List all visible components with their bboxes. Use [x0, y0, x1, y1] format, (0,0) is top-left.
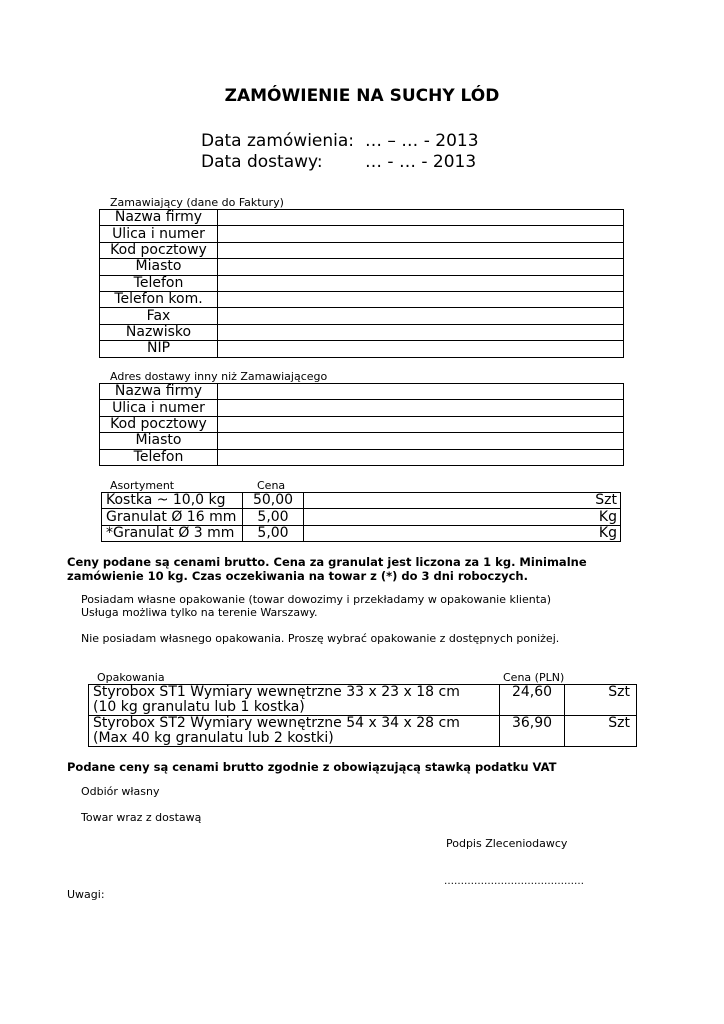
delivery-field-label: Nazwa firmy — [100, 384, 218, 400]
delivery-field-input[interactable] — [218, 449, 624, 465]
table-row — [102, 493, 621, 509]
packaging-item-desc — [89, 716, 500, 747]
table-row — [100, 210, 624, 226]
packaging-item-price: 24,60 — [500, 685, 565, 716]
table-row — [100, 259, 624, 275]
orderer-field-label: Ulica i numer — [100, 226, 218, 242]
signature-line[interactable]: …………………………………… — [444, 876, 584, 887]
orderer-field-label: Nazwa firmy — [100, 210, 218, 226]
assortment-item-qty[interactable] — [304, 493, 621, 509]
orderer-field-label: Fax — [100, 308, 218, 324]
assortment-item-price: 50,00 — [243, 493, 304, 509]
delivery-table — [99, 383, 624, 466]
order-date-label: Data zamówienia: — [201, 131, 355, 151]
packaging-item-line1: Styrobox ST2 Wymiary wewnętrzne 54 x 34 x 28 cm — [93, 715, 460, 731]
vat-note: Podane ceny są cenami brutto zgodnie z obowiązującą stawką podatku VAT — [67, 760, 557, 774]
table-row — [102, 525, 621, 541]
orderer-field-input[interactable] — [218, 324, 624, 340]
delivery-field-label: Miasto — [100, 433, 218, 449]
table-row — [100, 416, 624, 432]
no-packaging-option[interactable]: Nie posiadam własnego opakowania. Proszę wybrać opakowanie z dostępnych poniżej. — [81, 632, 560, 645]
assortment-item-name: Kostka ~ 10,0 kg — [102, 493, 243, 509]
table-row — [102, 509, 621, 525]
table-row — [100, 226, 624, 242]
packaging-header-name: Opakowania — [97, 671, 165, 684]
packaging-table — [88, 684, 637, 747]
orderer-field-input[interactable] — [218, 291, 624, 307]
table-row — [100, 308, 624, 324]
assortment-item-price: 5,00 — [243, 509, 304, 525]
table-row — [100, 433, 624, 449]
packaging-item-unit: Szt — [608, 684, 630, 700]
assortment-item-name: *Granulat Ø 3 mm — [102, 525, 243, 541]
assortment-item-unit: Kg — [598, 508, 617, 525]
table-row — [100, 384, 624, 400]
table-row — [89, 685, 637, 716]
delivery-field-label: Ulica i numer — [100, 400, 218, 416]
delivery-field-label: Telefon — [100, 449, 218, 465]
packaging-header-price: Cena (PLN) — [503, 671, 565, 684]
assortment-item-qty[interactable] — [304, 525, 621, 541]
assortment-item-name: Granulat Ø 16 mm — [102, 509, 243, 525]
pickup-option[interactable]: Odbiór własny — [81, 785, 160, 798]
assortment-item-unit: Kg — [598, 524, 617, 541]
table-row — [100, 449, 624, 465]
orderer-table — [99, 209, 624, 358]
remarks-label: Uwagi: — [67, 888, 105, 901]
orderer-field-label: Telefon — [100, 275, 218, 291]
orderer-field-input[interactable] — [218, 210, 624, 226]
delivery-field-input[interactable] — [218, 433, 624, 449]
orderer-caption: Zamawiający (dane do Faktury) — [110, 196, 284, 209]
orderer-field-label: Nazwisko — [100, 324, 218, 340]
table-row — [89, 716, 637, 747]
assortment-item-qty[interactable] — [304, 509, 621, 525]
orderer-field-label: Telefon kom. — [100, 291, 218, 307]
price-note: Ceny podane są cenami brutto. Cena za granulat jest liczona za 1 kg. Minimalne zamówienie 10 kg. Czas oczekiwania na towar z (*) do 3 dni roboczych. — [67, 555, 587, 583]
table-row — [100, 291, 624, 307]
packaging-item-unit: Szt — [608, 715, 630, 731]
packaging-item-line2: (10 kg granulatu lub 1 kostka) — [93, 699, 305, 715]
orderer-field-input[interactable] — [218, 259, 624, 275]
own-packaging-note: Usługa możliwa tylko na terenie Warszawy. — [81, 606, 318, 619]
table-row — [100, 324, 624, 340]
orderer-field-label: Miasto — [100, 259, 218, 275]
table-row — [100, 242, 624, 258]
delivery-field-input[interactable] — [218, 384, 624, 400]
orderer-field-input[interactable] — [218, 341, 624, 357]
orderer-field-label: Kod pocztowy — [100, 242, 218, 258]
delivery-date-value[interactable]: … - … - 2013 — [365, 152, 477, 172]
delivery-field-input[interactable] — [218, 400, 624, 416]
assortment-table — [101, 492, 621, 542]
packaging-item-price: 36,90 — [500, 716, 565, 747]
order-date-value[interactable]: … – … - 2013 — [365, 131, 479, 151]
packaging-item-line2: (Max 40 kg granulatu lub 2 kostki) — [93, 730, 334, 746]
delivery-field-input[interactable] — [218, 416, 624, 432]
assortment-header-price: Cena — [257, 479, 286, 492]
signature-label: Podpis Zleceniodawcy — [446, 837, 568, 850]
packaging-item-line1: Styrobox ST1 Wymiary wewnętrzne 33 x 23 x 18 cm — [93, 684, 460, 700]
orderer-field-input[interactable] — [218, 226, 624, 242]
table-row — [100, 400, 624, 416]
delivery-field-label: Kod pocztowy — [100, 416, 218, 432]
packaging-item-desc — [89, 685, 500, 716]
packaging-item-qty[interactable] — [565, 685, 637, 716]
orderer-field-input[interactable] — [218, 308, 624, 324]
orderer-field-input[interactable] — [218, 242, 624, 258]
orderer-field-label: NIP — [100, 341, 218, 357]
table-row — [100, 275, 624, 291]
assortment-item-price: 5,00 — [243, 525, 304, 541]
assortment-header-name: Asortyment — [110, 479, 175, 492]
page-title: ZAMÓWIENIE NA SUCHY LÓD — [224, 86, 500, 106]
table-row — [100, 341, 624, 357]
packaging-item-qty[interactable] — [565, 716, 637, 747]
own-packaging-option[interactable]: Posiadam własne opakowanie (towar dowozimy i przekładamy w opakowanie klienta) — [81, 593, 552, 606]
delivery-option[interactable]: Towar wraz z dostawą — [81, 811, 202, 824]
delivery-date-label: Data dostawy: — [201, 152, 323, 172]
delivery-caption: Adres dostawy inny niż Zamawiającego — [110, 370, 328, 383]
assortment-item-unit: Szt — [595, 492, 617, 509]
orderer-field-input[interactable] — [218, 275, 624, 291]
